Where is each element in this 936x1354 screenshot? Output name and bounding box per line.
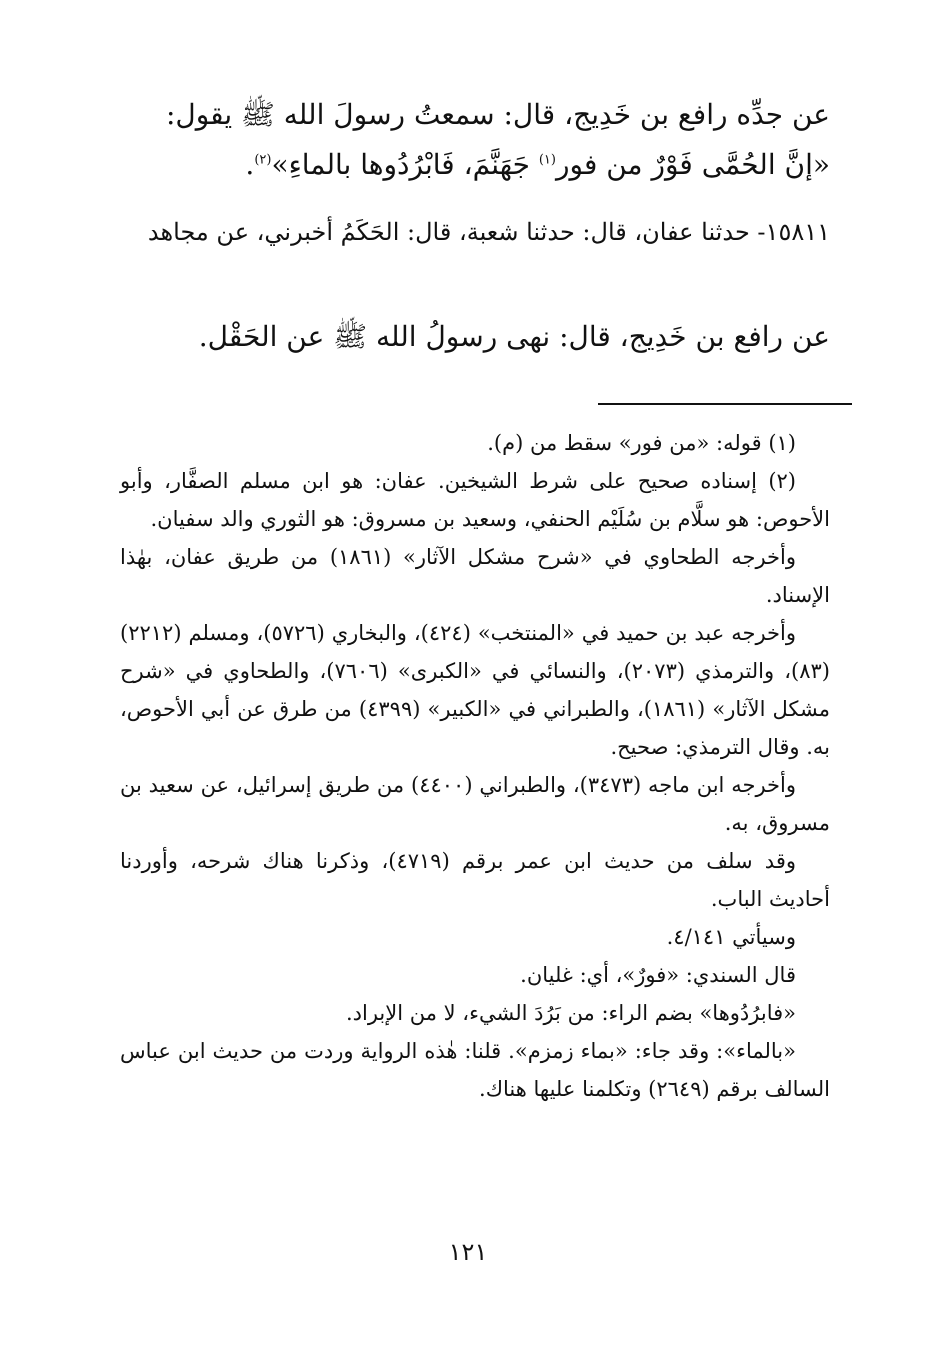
footnote-2-para-4: وأخرجه ابن ماجه (٣٤٧٣)، والطبراني (٤٤٠٠) من طريق إسرائيل، عن سعيد بن مسروق، به. [120, 773, 830, 835]
hadith-15811-isnad: ١٥٨١١- حدثنا عفان، قال: حدثنا شعبة، قال: الحَكَمُ أخبرني، عن مجاهد [147, 218, 830, 246]
hadith-line-2-text: «إنَّ الحُمَّى فَوْرٌ من فور [555, 148, 830, 181]
footnote-2-para-7: قال السندي: «فورٌ»، أي: غليان. [520, 963, 796, 987]
footnote-2-para-5: وقد سلف من حديث ابن عمر برقم (٤٧١٩)، وذكرنا هناك شرحه، وأوردنا أحاديث الباب. [120, 849, 830, 911]
footnote-2-para-3: وأخرجه عبد بن حميد في «المنتخب» (٤٢٤)، والبخاري (٥٧٢٦)، ومسلم (٢٢١٢) (٨٣)، والترمذي (٢٠٧٣)، والنسائي في «الكبرى» (٧٦٠٦)، والطحاوي في «شرح مشكل الآثار» (١٨٦١)، والطبراني في «الكبير» (٤٣٩٩) من طرق عن أبي الأحوص، به. وقال الترمذي: صحيح. [120, 621, 831, 759]
footnote-2-para-9: «بالماء»: وقد جاء: «بماء زمزم». قلنا: هٰذه الرواية وردت من حديث ابن عباس السالف برقم (٢٦٤٩) وتكلمنا عليها هناك. [120, 1039, 830, 1101]
footnote-2-para-8: «فابرُدُوها» بضم الراء: من بَرُدَ الشيء، لا من الإبراد. [345, 1001, 796, 1025]
hadith-line-2 [120, 140, 830, 190]
footnotes [120, 424, 830, 1108]
footnote-2-para-1: (٢) إسناده صحيح على شرط الشيخين. عفان: هو ابن مسلم الصفَّار، وأبو الأحوص: هو سلَّام بن سُلَيْم الحنفي، وسعيد بن مسروق: هو الثوري والد سفيان. [120, 469, 830, 531]
footnote-1: (١) قوله: «من فور» سقط من (م). [487, 431, 796, 455]
hadith-15811-matn: عن رافع بن خَدِيج، قال: نهى رسولُ الله ﷺ عن الحَقْل. [198, 320, 830, 353]
hadith-line-1: عن جدِّه رافع بن خَدِيج، قال: سمعتُ رسولَ الله ﷺ يقول: [165, 98, 830, 131]
hadith-line-2-text-b: جَهَنَّمَ، فَابْرُدُوها بالماءِ» [271, 148, 539, 181]
footnote-2-para-2: وأخرجه الطحاوي في «شرح مشكل الآثار» (١٨٦١) من طريق عفان، بهٰذا الإسناد. [120, 545, 830, 607]
hadith-line-2-end: . [245, 148, 255, 181]
footnote-divider [598, 403, 852, 405]
hadith-15810-continuation [120, 90, 830, 190]
page-number: ١٢١ [448, 1238, 488, 1266]
footnote-ref-2[interactable]: (٢) [254, 152, 272, 168]
footnote-2-para-6: وسيأتي ٤/١٤١. [666, 925, 796, 949]
footnote-ref-1[interactable]: (١) [538, 152, 556, 168]
